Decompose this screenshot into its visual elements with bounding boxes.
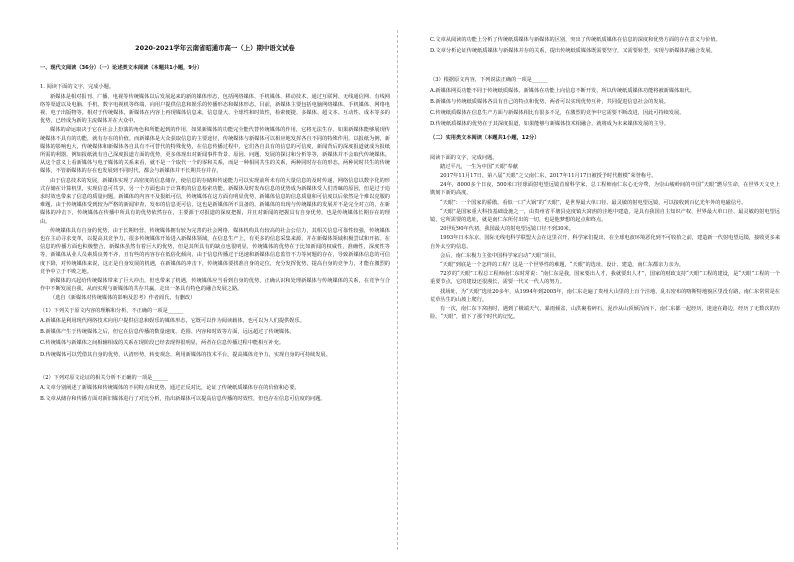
passage2-para: “天眼”是国家重大科技基础设施之一，由贵州省平塘县克度镇大窝凼的洼地中建造，是具有我国自主知识产权、世界最大单口径、最灵敏的射电望远镜，它所需要的选址，就是南仁东所付出的一切，也是他梦想的起点和终点。 xyxy=(430,208,780,224)
passage1-source: （选自《新媒体对传统媒体的影响及思考》作者阎氏，有删改） xyxy=(50,295,196,302)
question-1-option-a: A.新媒体是利用现代网络技术向用户提供信息和娱乐的媒体形态，它既可以作为阅读载体，也可以为人们提供娱乐。 xyxy=(40,317,305,324)
question-1-option-c: C.传统媒体与新媒体之间相辅相成的关系在现阶段已经表现得很明显，两者在信息传播过程中能相互补充。 xyxy=(40,340,285,347)
passage2-para: 72岁的“天眼”工程总工程师南仁东时常说：“南仁东是我，国家要出人才，我就要出人才”，国家的财政支持“天眼”工程的建设，是“天眼”工程的一个重要节点，它的建设还很漫长，需要一代又一代人的努力。 xyxy=(430,271,780,286)
question-3-option-b: B.新媒体与传统纸质媒体各具有自己的特点和优势，两者可以实现优势互补，共同促进信息社会的发展。 xyxy=(430,98,669,105)
passage1-intro: 1. 阅读下面的文字，完成小题。 xyxy=(40,84,115,91)
passage2-para: 1993年日本东京，国际无线电科学联盟大会在这里召开，科学家们提出，在全球电波环境恶化到不可收拾之前，建造新一代射电望远镜，接收更多来自外太空的信息。 xyxy=(430,235,781,250)
question-3-option-a: A.新媒体网页功能不同于传统纸质媒体，新媒体在功能上向信息不断开发，所以传统纸质媒体功能将被新媒体取代。 xyxy=(430,87,695,94)
passage2-para: 2017年11月17日，第八届“天眼”之父南仁东，2017年11月17日被授予时代楷模“荣誉称号。 xyxy=(440,173,657,180)
passage2-para: 24年，8000多个日夜，500米口径球面射电望远镜首席科学家、总工程师南仁东心无旁骛，为崇山峻岭间的中国“天眼”燃尽生命，在世界天文史上镌刻下新的高度。 xyxy=(430,182,780,197)
question-2-option-b: B.文章从储存和传播方面对新旧媒体进行了对比分析，指出新媒体可以提高信息传播的时效性，但也存在信息可信度的问题。 xyxy=(40,396,326,403)
question-1-stem: （1）下列关于原文内容的理解和分析，不正确的一项是______ xyxy=(40,307,184,314)
passage2-para: 有一次，南仁东下窝凼时，遇到了极端天气，暴雨倾盆，山洪裹着碎石，泥沙从山顶倾泻而下，南仁东都一起经历，迷途在路边，经历了无数次的历险。“天眼”，留下了那个时代的记忆。 xyxy=(430,306,780,321)
doc-title: 2020-2021学年云南省昭通市高一（上）期中语文试卷 xyxy=(135,44,295,52)
passage2-para: 找场址，为“天眼”选址20多年，从1994年到2005年，南仁东走遍了贵州大山里的上百个洼地，乱石密布的喀斯特地貌区里没有路，南仁东常常是在荒草丛生的山坡上爬行。 xyxy=(430,288,780,303)
passage2-title: 踏过平凡，一生为中国“天眼”奉献 xyxy=(440,163,518,170)
question-2-stem: （2）下列对原文论证的相关分析不正确的一项是______ xyxy=(40,374,168,381)
question-3-option-d: D.传统纸质媒体的优势在于其深度报道，如果能够与新媒体技术相融合，就将成为未来媒体发展的主导。 xyxy=(430,121,670,128)
passage2-para: 20世纪90年代初，我国最大的射电望远镜口径不到30米。 xyxy=(440,226,574,233)
passage1-para: 传统媒体具有自身的优势，由于长期经营，传统媒体拥有较为完善的社会网络，媒体机构具有较高的社会公信力，其相关信息可靠性较强，传统媒体也在主动寻求变革，以提高其竞争力，很多传统媒体开始进入新媒体领域，在信息生产上，有更多的信息采集来源，并在新媒体领域积极尝试和开拓。在信息的传播方面也积极整合，新媒体虽然有着巨大的优势，但是其所具有的缺点也很明显，传统媒体的优势在于比如新闻的权威性，准确性，深度性等等，新媒体从业人员素质良莠不齐，且有些的内容存在低俗化倾向，由于信息传播过于迅速和新媒体信息监管不力等问题的存在，导致新媒体信息的可信度下降，对传统媒体来说，这正是自身发展的机遇，在新媒体的冲击下，传统媒体要找准自身的定位，充分发挥优势，提高自身的竞争力，才能在激烈的竞争中立于不败之地。 xyxy=(40,227,390,275)
question-3-option-c: C.传统纸质媒体在信息生产方面与新媒体相比有很多不足，在激烈的竞争中它需要不断改进，因此可持续发展。 xyxy=(430,110,685,117)
left-column xyxy=(40,34,390,406)
column-divider xyxy=(397,30,398,550)
passage1-para: 新媒体的兴起给传统媒体带来了巨大冲击，但也带来了机遇，传统媒体应当看到自身的优势，正确认识和处理新媒体与传统媒体的关系，在竞争与合作中不断发展自我，从而实现与新媒体的共存共赢，走出一条具有特色的融合发展之路。 xyxy=(40,278,390,293)
question-3-stem: （3）根据原文内容，下列说法正确的一项是______ xyxy=(430,77,548,84)
passage1-para: 由于信息技术的发展，新媒体实现了高密度的信息储存，使信息的存储和传递能力可以实现前所未有的大量信息的及时传递，网络信息以数字化的形式存储在计算机里，实现信息可共享，另一个方面也由于计算机的信息检索功能。新媒体及时发布信息的优势成为新媒体受人们青睐的原因，但是过于追求时效也带来了信息的质量问题，新媒体的内容不及报纸可信，传统媒体在这方面有明显优势，新媒体信息的信息质量和可信度以后依然是个难以克服的难题，由于传统媒体受到较为严格的新闻审查，发布的信息更可信，这也是新媒体所不具备的。新媒体的出现与传统媒体的发展并不是完全对立的，在新媒体的冲击下，传统媒体在传播中所具有的优势依然存在，主要源于对报道的深度把握，并且对新闻的把握具有自身优势，也是传统媒体长期存在的理由。 xyxy=(40,177,390,225)
right-column xyxy=(430,36,780,322)
passage1-para: 媒体的命运取决于它在社会上扮演的角色和所能起到的作用，如果新媒体的功能完全能代替传统媒体的作用，它将无法生存。如果新媒体能够展现传统媒体不具有的功能，就有存在的价值。而新媒体是大众获取信息的主要途径，传统媒体与新媒体可以相应地发挥各自不同的特殊作用。以报纸为例，新媒体的影响也大，传统媒体和新媒体各自具有不可替代的特殊优势，在信息传播过程中，它们各自具有的信息的可信度，新闻背后的深度报道就成为报纸所需的利器。例如报纸就有自己深度报道方面的优势，更多体现出对新闻事件背景、原因、问题、发展的探讨和分析等等，新媒体并不会取代传统媒体。从这个意义上看新媒体与电子媒体的关系来看，就不是一个取代一个的零和关系，而是一种相同共生的关系，两种同时存在的形态。两种同时共生的传统媒体，不管新媒体的存在也发展到不同时代，都会与新媒体并不长期共存并存。 xyxy=(40,127,390,175)
passage2-para: “天眼”：一个国家的骄傲。看似一口“大锅”的“天眼”，是世界最大单口径、最灵敏的射电望远镜，可以接收到百亿光年外的电磁信号。 xyxy=(440,199,747,206)
section1-heading: 一、现代文阅读（36分）（一）论述类文本阅读（本题共1小题，9分） xyxy=(40,65,203,72)
passage2-intro: 阅读下面的文字，完成问题。 xyxy=(430,154,498,161)
question-2-option-c: C.文章从阅读的功能上分析了传统纸质媒体与新媒体的区别，突出了传统纸质媒体在信息的深度和优势方面的存在意义与价值。 xyxy=(430,37,721,43)
question-2-option-a: A.文章分别阐述了新媒体和传统媒体的不同特点和优势，通过正反对比，论证了传统纸质媒体存在的价值和必要。 xyxy=(40,384,300,391)
passage2-para: “天眼”到底是一个怎样的工程？这是一个世界性的难题，“天眼”的选址、设计、建造，南仁东都亲力亲为。 xyxy=(440,262,685,269)
passage2-para: 会后，南仁东极力主张中国科学家启动“天眼”项目。 xyxy=(440,252,560,259)
question-2-option-d: D.文章分析论证传统纸质媒体与新媒体并存的关系，提出传统纸质媒体既需要坚守，又需要转型，实现与新媒体的融合发展。 xyxy=(430,48,716,55)
passage1-para: 新媒体是相对报刊、广播、电视等传统媒体以后发展起来的新的媒体形态，包括网络媒体、手机媒体、移动技术，通过互联网、无线通信网、有线网络等渠道以及电脑、手机、数字电视机等终端，向用户提供信息和娱乐的传播形态和媒体形态。目前，新媒体主要包括电脑网络媒体、手机媒体、网络电视、电子出版物等。相对于传统媒体，新媒体在内容上再现媒体信息来，信息量大、全球性和时效性，检索便捷、多媒体、超文本、互动性、成本等多的优势，已经成为新的主流媒体并在大众中。 xyxy=(40,93,390,125)
question-1-option-d: D.传统媒体可以凭借其自身的优势，认清形势，转变观念，利用新媒体的技术平台，提高媒体竞争力，实现自身的可持续发展。 xyxy=(40,351,331,358)
section2-heading: （二）实用类文本阅读（本题共1小题，12分） xyxy=(430,135,540,142)
question-1-option-b: B.新媒体产生于传统媒体之后，但它在信息传播的数量速度、范围、内容和时效等方面，远远超过了传统媒体。 xyxy=(40,329,295,336)
